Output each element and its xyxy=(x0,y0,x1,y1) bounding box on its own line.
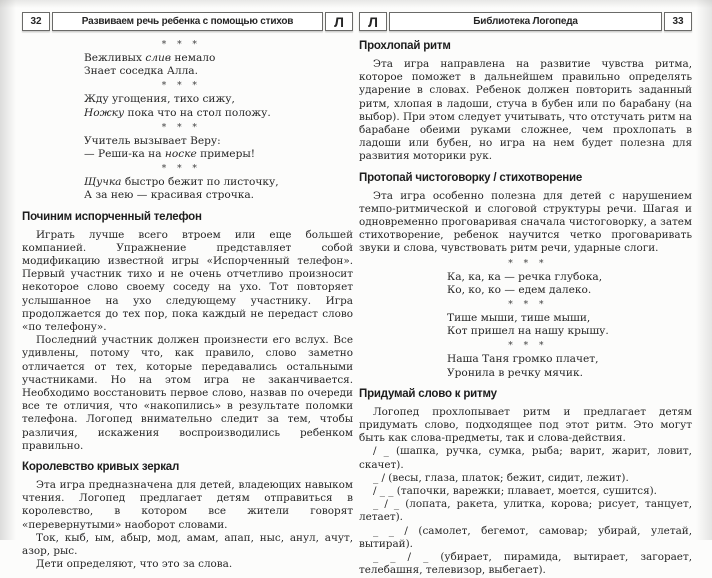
poem-block xyxy=(84,40,279,203)
poem-separator: * * * xyxy=(508,341,548,352)
poem-separator: * * * xyxy=(161,164,201,175)
rhythm-line: / _ (шапка, ручка, сумка, рыба; варит, жарит, ловит, скачет). xyxy=(359,445,692,471)
rhythm-line: _ / _ (лопата, ракета, улитка, корова; рисует, танцует, летает). xyxy=(359,498,692,524)
poem-line: Жду угощения, тихо сижу, xyxy=(84,93,235,106)
rhythm-line: / _ _ (тапочки, варежки; плавает, моется, сушится). xyxy=(373,485,657,498)
poem-line: Кот пришел на нашу крышу. xyxy=(447,325,609,338)
body-paragraph: Логопед прохлопывает ритм и предлагает детям придумать слово, подходящее под этот ритм. Это могут быть как слова-предметы, так и слова-действия. xyxy=(359,405,692,445)
scan-edge-top xyxy=(0,0,712,8)
scan-edge-right xyxy=(696,0,712,540)
poem-line: Наша Таня громко плачет, xyxy=(447,353,599,366)
rhythm-line: _ / (весы, глаза, платок; бежит, сидит, лежит). xyxy=(373,471,629,484)
page-number: 32 xyxy=(22,12,50,31)
section-heading: Прохлопай ритм xyxy=(359,40,451,52)
running-title: Развиваем речь ребенка с помощью стихов xyxy=(52,12,323,31)
section-heading: Протопай чистоговорку / стихотворение xyxy=(359,171,583,184)
poem-separator: * * * xyxy=(508,300,548,311)
section-heading: Придумай слово к ритму xyxy=(359,387,497,400)
section-heading: Королевство кривых зеркал xyxy=(22,461,180,474)
section-heading: Починим испорченный телефон xyxy=(22,210,202,223)
body-paragraph: Эта игра предназначена для детей, владеющих навыком чтения. Логопед предлагает детям отправиться в королевство, в котором все жители говорят «перевернутыми» наоборот словами. xyxy=(22,479,353,531)
page-number: 33 xyxy=(664,12,692,31)
body-paragraph: Ток, кыб, ым, абыр, мод, амам, апап, ныс, анул, ачут, азор, рыс. xyxy=(22,531,353,558)
poem-line: Щучка быстро бежит по листочку, xyxy=(84,176,279,189)
poem-separator: * * * xyxy=(161,122,201,133)
body-paragraph: Играть лучше всего втроем или еще большей компанией. Упражнение представляет собой модификацию известной игры «Испорченный телефон». Первый участник тихо и не очень отчетливо произносит некоторое слово своему соседу на ухо. Тот повторяет услышанное на ухо следующему участнику. Игра продолжается до тех пор, пока каждый не передаст слово «по телефону». xyxy=(22,228,353,334)
body-paragraph: Эта игра особенно полезна для детей с нарушением темпо-ритмической и слоговой структуры речи. Шагая и одновременно проговаривая сначала чистоговорку, а затем стихотворение, ребенок научится четко проговаривать звуки и слова, чувствовать ритм речи, ударные слоги. xyxy=(359,189,692,255)
poem-line: Тише мыши, тише мыши, xyxy=(447,312,591,325)
poem-line: Ножку пока что на стол положу. xyxy=(84,106,271,119)
page-header xyxy=(359,12,692,31)
rhythm-line: _ _ / (самолет, бегемот, самовар; убирай, улетай, вытирай). xyxy=(359,524,692,550)
poem-line: Вежливых слив немало xyxy=(84,52,216,64)
section-letter: Л xyxy=(359,12,387,31)
body-paragraph: Дети определяют, что это за слова. xyxy=(36,558,233,571)
section-letter: Л xyxy=(325,12,353,31)
book-page-left xyxy=(22,12,353,572)
poem-separator: * * * xyxy=(161,40,201,50)
running-title: Библиотека Логопеда xyxy=(389,12,662,31)
poem-block xyxy=(447,259,609,380)
poem-line: Знает соседка Алла. xyxy=(84,65,198,78)
body-paragraph: Эта игра направлена на развитие чувства ритма, которое поможет в дальнейшем правильно определять ударение в словах. Ребенок должен повторить заданный ритм, хлопая в ладоши, стуча в бубен или по барабану (на выбор). При этом следует учитывать, что отстучать ритм на барабане обеими руками сложнее, чем прохлопать в ладоши или бубен, но игра на нем будет полезна для развития моторики рук. xyxy=(359,58,692,163)
book-page-right xyxy=(359,12,692,578)
scan-edge-left xyxy=(0,0,16,540)
poem-line: — Реши-ка на носке примеры! xyxy=(84,148,256,161)
body-paragraph: Последний участник должен произнести его вслух. Все удивлены, потому что, как правило, слово заметно отличается от тех, которые передавались остальными участниками. Но на этом игра не заканчивается. Необходимо восстановить первое слово, назвав по очереди все те отличия, что «накопились» в результате поломки телефона. Логопед внимательно следит за тем, чтобы различия, искажения воспроизводились ребенком правильно. xyxy=(22,334,353,452)
poem-line: Ка, ка, ка — речка глубока, xyxy=(447,270,603,283)
rhythm-line: _ _ / _ (убирает, пирамида, вытирает, загорает, телебашня, телевизор, выбегает). xyxy=(359,551,692,577)
poem-line: Ко, ко, ко — едем далеко. xyxy=(447,283,592,296)
poem-line: Уронила в речку мячик. xyxy=(447,366,583,379)
poem-line: Учитель вызывает Веру: xyxy=(84,134,221,147)
page-header xyxy=(22,12,353,31)
poem-separator: * * * xyxy=(161,81,201,92)
poem-line: А за нею — красивая строчка. xyxy=(84,189,255,202)
poem-separator: * * * xyxy=(508,258,548,269)
